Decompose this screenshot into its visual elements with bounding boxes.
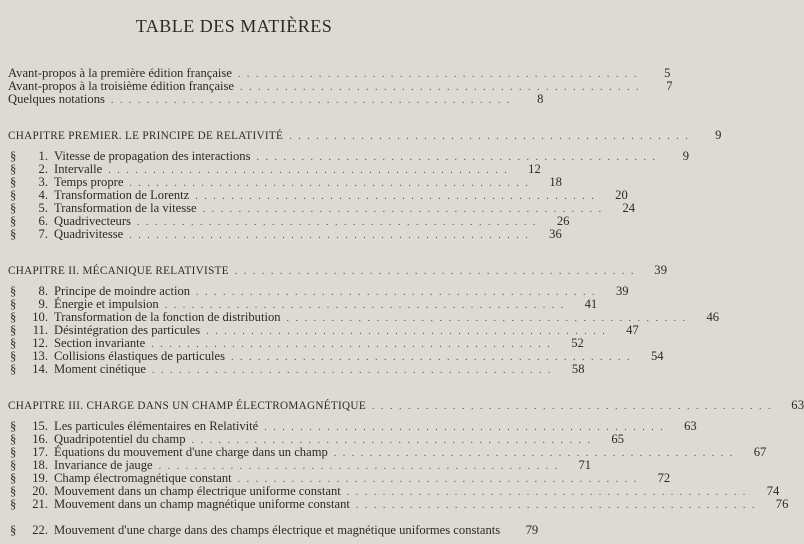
section-symbol: § [10, 214, 17, 228]
section-label: Moment cinétique [54, 362, 146, 376]
section-symbol: § [10, 419, 17, 433]
page-number: 36 [549, 227, 562, 241]
section-symbol: § [10, 201, 17, 215]
dot-leader: . . . . . . . . . . . . . . . . . . . . . . . . . . . . . . . . . . . . . . . . . . . . . [191, 435, 592, 446]
front-matter-item [8, 92, 544, 106]
entry-label: CHAPITRE III. CHARGE DANS UN CHAMP ÉLECTROMAGNÉTIQUE [8, 400, 366, 412]
section-label: Désintégration des particules [54, 323, 201, 337]
section-text [8, 524, 500, 537]
dot-leader: . . . . . . . . . . . . . . . . . . . . . . . . . . . . . . . . . . . . . . . . . . . . . [333, 448, 735, 459]
page-number: 65 [611, 432, 624, 446]
dot-leader: . . . . . . . . . . . . . . . . . . . . . . . . . . . . . . . . . . . . . . . . . . . . . [129, 178, 530, 189]
page-number: 74 [766, 484, 780, 498]
section-symbol: § [10, 188, 17, 202]
page-number: 9 [715, 128, 722, 142]
page-number: 41 [584, 297, 598, 311]
page-number: 71 [578, 458, 592, 472]
section-number: 8. [38, 284, 48, 298]
dot-leader: . . . . . . . . . . . . . . . . . . . . . . . . . . . . . . . . . . . . . . . . . . . . . [237, 474, 639, 485]
chapter-heading [8, 128, 722, 142]
section-item [8, 227, 562, 241]
section-number: 3. [38, 175, 48, 189]
section-text [8, 498, 350, 511]
entry-label: Avant-propos à la troisième édition française [8, 79, 235, 93]
dot-leader: . . . . . . . . . . . . . . . . . . . . . . . . . . . . . . . . . . . . . . . . . . . . . [231, 352, 632, 363]
page-number: 63 [791, 398, 804, 412]
section-symbol: § [10, 349, 17, 363]
dot-leader: . . . . . . . . . . . . . . . . . . . . . . . . . . . . . . . . . . . . . . . . . . . . . [237, 69, 639, 80]
section-label: Mouvement dans un champ électrique uniforme constant [54, 484, 341, 498]
dot-leader: . . . . . . . . . . . . . . . . . . . . . . . . . . . . . . . . . . . . . . . . . . . . . [158, 461, 560, 472]
page-number: 79 [525, 523, 539, 537]
section-number: 22. [32, 523, 48, 537]
dot-leader: . . . . . . . . . . . . . . . . . . . . . . . . . . . . . . . . . . . . . . . . . . . . . [151, 365, 553, 376]
section-label: Quadrivecteurs [54, 214, 131, 228]
section-symbol: § [10, 284, 17, 298]
page-number: 72 [657, 471, 671, 485]
section-symbol: § [10, 497, 17, 511]
section-number: 10. [32, 310, 48, 324]
section-number: 13. [32, 349, 48, 363]
section-symbol: § [10, 432, 17, 446]
dot-leader: . . . . . . . . . . . . . . . . . . . . . . . . . . . . . . . . . . . . . . . . . . . . . [136, 217, 538, 228]
section-number: 1. [38, 149, 48, 163]
page-number: 46 [706, 310, 720, 324]
page-number: 12 [528, 162, 541, 176]
page-title: TABLE DES MATIÈRES [135, 16, 333, 36]
dot-leader: . . . . . . . . . . . . . . . . . . . . . . . . . . . . . . . . . . . . . . . . . . . . . [346, 487, 748, 498]
chapter-heading [8, 398, 804, 412]
dot-leader: . . . . . . . . . . . . . . . . . . . . . . . . . . . . . . . . . . . . . . . . . . . . . [234, 266, 636, 277]
section-number: 11. [32, 323, 48, 337]
section-symbol: § [10, 149, 17, 163]
section-label: Transformation de Lorentz [54, 188, 190, 202]
dot-leader: . . . . . . . . . . . . . . . . . . . . . . . . . . . . . . . . . . . . . . . . . . . . . [355, 500, 757, 511]
page-number: 47 [626, 323, 639, 337]
section-label: Intervalle [54, 162, 103, 176]
section-number: 2. [38, 162, 48, 176]
dot-leader: . . . . . . . . . . . . . . . . . . . . . . . . . . . . . . . . . . . . . . . . . . . . . [196, 287, 597, 298]
section-label: Section invariante [54, 336, 146, 350]
section-symbol: § [10, 162, 17, 176]
section-symbol: § [10, 471, 17, 485]
dot-leader: . . . . . . . . . . . . . . . . . . . . . . . . . . . . . . . . . . . . . . . . . . . . . [256, 152, 657, 163]
section-number: 21. [32, 497, 48, 511]
section-symbol: § [10, 297, 17, 311]
page-number: 5 [664, 66, 671, 80]
section-label: Les particules élémentaires en Relativité [54, 419, 259, 433]
dot-leader: . . . . . . . . . . . . . . . . . . . . . . . . . . . . . . . . . . . . . . . . . . . . . [195, 191, 596, 202]
dot-leader: . . . . . . . . . . . . . . . . . . . . . . . . . . . . . . . . . . . . . . . . . . . . . [108, 165, 509, 176]
section-symbol: § [10, 362, 17, 376]
section-item [8, 511, 539, 537]
section-number: 14. [32, 362, 48, 376]
section-label: Principe de moindre action [54, 284, 191, 298]
dot-leader: . . . . . . . . . . . . . . . . . . . . . . . . . . . . . . . . . . . . . . . . . . . . . [129, 230, 530, 241]
section-symbol: § [10, 523, 17, 537]
section-symbol: § [10, 484, 17, 498]
section-text [8, 228, 123, 241]
dot-leader: . . . . . . . . . . . . . . . . . . . . . . . . . . . . . . . . . . . . . . . . . . . . . [264, 422, 665, 433]
entry-label: Quelques notations [8, 92, 105, 106]
section-label: Transformation de la fonction de distribution [54, 310, 281, 324]
page-number: 24 [622, 201, 636, 215]
dot-leader: . . . . . . . . . . . . . . . . . . . . . . . . . . . . . . . . . . . . . . . . . . . . . [151, 339, 552, 350]
section-number: 15. [32, 419, 48, 433]
entry-label: CHAPITRE PREMIER. LE PRINCIPE DE RELATIVITÉ [8, 130, 284, 142]
section-symbol: § [10, 310, 17, 324]
section-label: Vitesse de propagation des interactions [54, 149, 251, 163]
section-symbol: § [10, 323, 17, 337]
dot-leader: . . . . . . . . . . . . . . . . . . . . . . . . . . . . . . . . . . . . . . . . . . . . . [206, 326, 607, 337]
page-number: 18 [549, 175, 562, 189]
page-number: 58 [571, 362, 585, 376]
section-symbol: § [10, 175, 17, 189]
section-number: 12. [32, 336, 48, 350]
section-item [8, 362, 585, 376]
section-label: Champ électromagnétique constant [54, 471, 232, 485]
section-number: 9. [38, 297, 48, 311]
section-number: 19. [32, 471, 48, 485]
page-number: 8 [537, 92, 544, 106]
section-label: Équations du mouvement d'une charge dans un champ [54, 445, 328, 459]
page-number: 76 [775, 497, 789, 511]
page-number: 7 [666, 79, 673, 93]
section-symbol: § [10, 458, 17, 472]
section-symbol: § [10, 227, 17, 241]
section-label: Mouvement dans un champ magnétique uniforme constant [54, 497, 350, 511]
section-label: Collisions élastiques de particules [54, 349, 226, 363]
section-text [8, 363, 146, 376]
section-number: 4. [38, 188, 48, 202]
section-label: Invariance de jauge [54, 458, 153, 472]
section-number: 20. [32, 484, 48, 498]
page-number: 39 [615, 284, 629, 298]
section-label: Quadripotentiel du champ [54, 432, 186, 446]
section-label: Mouvement d'une charge dans des champs électrique et magnétique uniformes constants [54, 523, 501, 537]
section-number: 16. [32, 432, 48, 446]
dot-leader: . . . . . . . . . . . . . . . . . . . . . . . . . . . . . . . . . . . . . . . . . . . . . [202, 204, 604, 215]
dot-leader: . . . . . . . . . . . . . . . . . . . . . . . . . . . . . . . . . . . . . . . . . . . . . [286, 313, 688, 324]
section-symbol: § [10, 336, 17, 350]
page-number: 63 [684, 419, 697, 433]
section-number: 6. [38, 214, 48, 228]
dot-leader: . . . . . . . . . . . . . . . . . . . . . . . . . . . . . . . . . . . . . . . . . . . . . [110, 95, 512, 106]
page-number: 54 [650, 349, 664, 363]
section-label: Transformation de la vitesse [54, 201, 197, 215]
dot-leader: . . . . . . . . . . . . . . . . . . . . . . . . . . . . . . . . . . . . . . . . . . . . . [289, 131, 690, 142]
dot-leader: . . . . . . . . . . . . . . . . . . . . . . . . . . . . . . . . . . . . . . . . . . . . . [371, 401, 773, 412]
page-number: 52 [571, 336, 584, 350]
entry-label: Avant-propos à la première édition française [8, 66, 232, 80]
section-number: 7. [38, 227, 48, 241]
page-number: 39 [654, 263, 668, 277]
entry-label: CHAPITRE II. MÉCANIQUE RELATIVISTE [8, 265, 229, 277]
dot-leader: . . . . . . . . . . . . . . . . . . . . . . . . . . . . . . . . . . . . . . . . . . . . . [164, 300, 566, 311]
chapter-heading [8, 263, 668, 277]
page-number: 20 [615, 188, 628, 202]
toc-list [8, 66, 804, 537]
section-number: 17. [32, 445, 48, 459]
page-number: 9 [682, 149, 689, 163]
dot-leader: . . . . . . . . . . . . . . . . . . . . . . . . . . . . . . . . . . . . . . . . . . . . . [240, 82, 641, 93]
section-label: Énergie et impulsion [54, 297, 159, 311]
section-number: 5. [38, 201, 48, 215]
section-number: 18. [32, 458, 48, 472]
page-number: 26 [556, 214, 570, 228]
section-symbol: § [10, 445, 17, 459]
section-item [8, 497, 789, 511]
page-number: 67 [753, 445, 767, 459]
section-label: Temps propre [54, 175, 124, 189]
section-label: Quadrivitesse [54, 227, 124, 241]
